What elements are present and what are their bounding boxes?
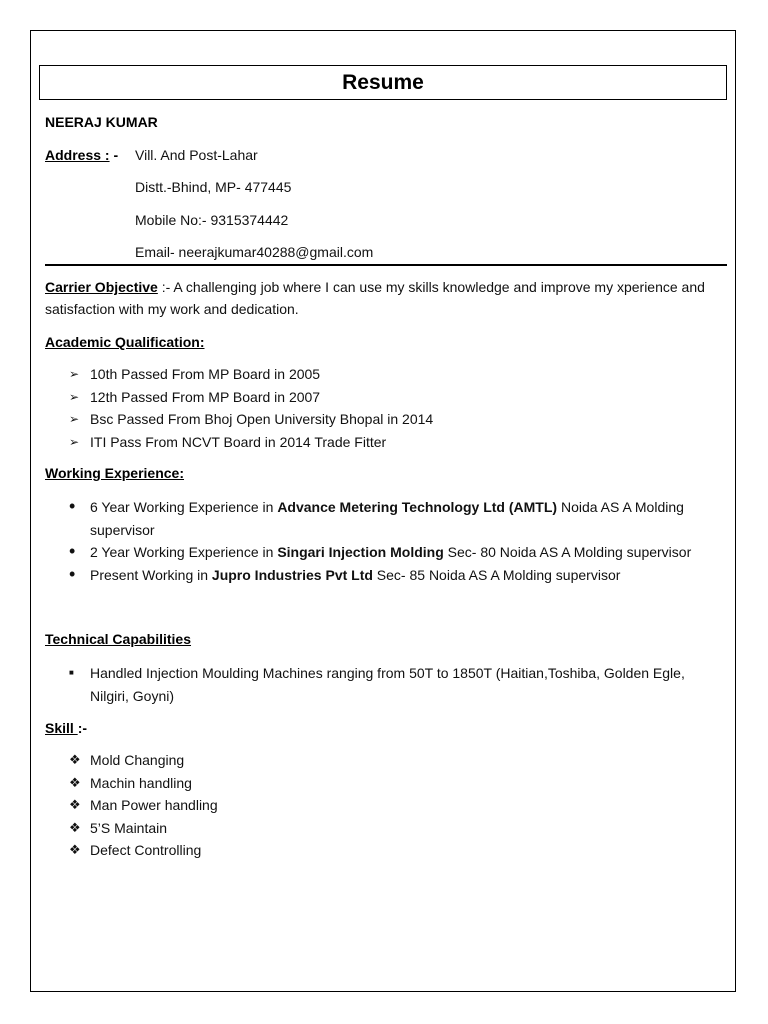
- diamond-bullet-icon: ❖: [69, 752, 81, 767]
- list-item: ❖ Man Power handling: [45, 794, 218, 817]
- skill-list: [45, 749, 218, 862]
- resume-title: Resume: [39, 65, 727, 100]
- arrow-bullet-icon: ➢: [69, 389, 80, 404]
- skill-label: Skill: [45, 720, 78, 736]
- list-item: ❖ Defect Controlling: [45, 839, 218, 862]
- address-heading: [45, 146, 118, 164]
- list-item: ➢ 12th Passed From MP Board in 2007: [45, 386, 433, 409]
- list-item: ■ Handled Injection Moulding Machines ranging from 50T to 1850T (Haitian,Toshiba, Golden Egle, Nilgiri, Goyni): [45, 662, 726, 707]
- candidate-name: NEERAJ KUMAR: [45, 114, 158, 130]
- diamond-bullet-icon: ❖: [69, 842, 81, 857]
- diamond-bullet-icon: ❖: [69, 819, 81, 835]
- arrow-bullet-icon: ➢: [69, 367, 80, 381]
- experience-list: [45, 496, 726, 586]
- email-address: Email- neerajkumar40288@gmail.com: [135, 244, 374, 260]
- list-item: • 2 Year Working Experience in Singari Injection Molding Sec- 80 Noida AS A Molding supervisor: [69, 541, 692, 561]
- address-line-1: Vill. And Post-Lahar: [135, 147, 258, 163]
- diamond-bullet-icon: ❖: [69, 797, 81, 812]
- objective-label: Carrier Objective: [45, 279, 158, 295]
- mobile-number: Mobile No:- 9315374442: [135, 212, 289, 228]
- academic-heading: Academic Qualification:: [45, 334, 205, 350]
- square-bullet-icon: ■: [69, 668, 74, 677]
- skill-suffix: :-: [77, 720, 88, 736]
- list-item: • Present Working in Jupro Industries Pvt Ltd Sec- 85 Noida AS A Molding supervisor: [69, 563, 621, 584]
- objective-paragraph: [45, 276, 727, 320]
- address-suffix: -: [109, 147, 119, 163]
- academic-list: [45, 363, 433, 453]
- arrow-bullet-icon: ➢: [69, 412, 80, 426]
- list-item: • 6 Year Working Experience in Advance Metering Technology Ltd (AMTL) Noida AS A Molding supervisor: [69, 496, 684, 538]
- bullet-dot-icon: •: [69, 496, 76, 516]
- bullet-dot-icon: •: [69, 563, 76, 584]
- bullet-dot-icon: •: [69, 541, 76, 561]
- list-item: ❖ 5’S Maintain: [45, 817, 218, 840]
- list-item: ➢ ITI Pass From NCVT Board in 2014 Trade Fitter: [45, 431, 433, 454]
- technical-heading: Technical Capabilities: [45, 631, 192, 647]
- list-item: ❖ Machin handling: [45, 772, 218, 795]
- list-item: ➢ 10th Passed From MP Board in 2005: [45, 363, 433, 386]
- experience-heading: Working Experience:: [45, 465, 185, 481]
- objective-text: :- A challenging job where I can use my skills knowledge and improve my xperience and satisfaction with my work and dedication.: [45, 279, 705, 317]
- diamond-bullet-icon: ❖: [69, 774, 81, 790]
- skill-heading: [45, 719, 87, 737]
- resume-page: [30, 30, 736, 992]
- list-item: ❖ Mold Changing: [45, 749, 218, 772]
- list-item: ➢ Bsc Passed From Bhoj Open University Bhopal in 2014: [45, 408, 433, 431]
- divider-line: [45, 264, 727, 266]
- address-line-2: Distt.-Bhind, MP- 477445: [135, 179, 292, 195]
- technical-list: [45, 662, 726, 707]
- address-label: Address :: [45, 147, 110, 163]
- arrow-bullet-icon: ➢: [69, 434, 80, 449]
